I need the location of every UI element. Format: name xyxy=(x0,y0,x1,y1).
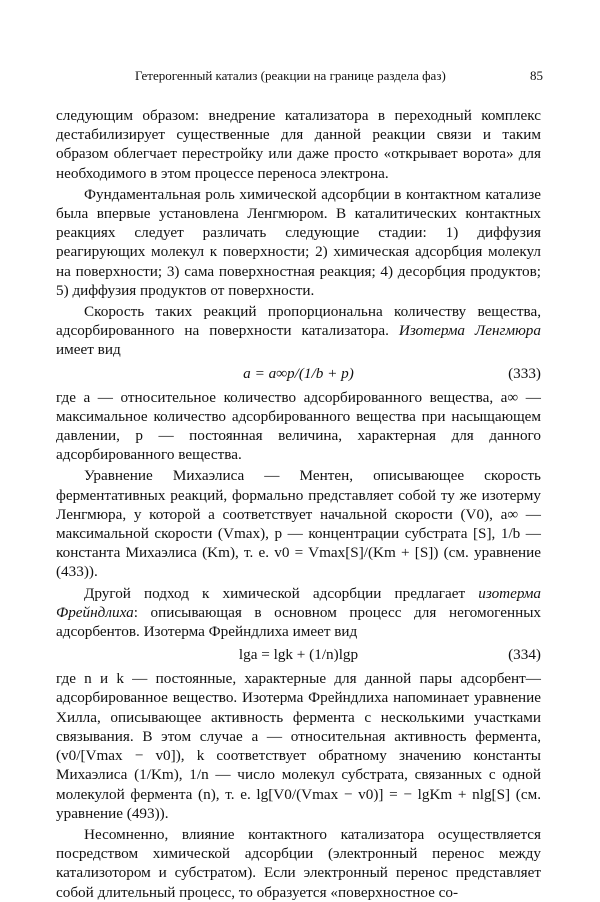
paragraph-3-text-b: имеет вид xyxy=(56,341,121,359)
paragraph-3 xyxy=(56,302,541,360)
paragraph-8: Несомненно, влияние контактного катализатора осуществляется посредством химической адсорбции (электронный перенос между катализотором и субстратом). Если электронный перенос представляет собой длительный процесс, то образуется «поверхностное со- xyxy=(56,825,541,901)
equation-333-number: (333) xyxy=(508,364,541,382)
equation-333 xyxy=(56,362,541,386)
running-title: Гетерогенный катализ (реакции на границе раздела фаз) xyxy=(135,68,446,83)
paragraph-6 xyxy=(56,584,541,642)
paragraph-4: где a — относительное количество адсорбированного вещества, a∞ — максимальное количество адсорбированного вещества при насыщающем давлении, p — постоянная величина, характерная для данного адсорбированного вещества. xyxy=(56,388,541,464)
equation-334 xyxy=(56,643,541,667)
equation-333-formula: a = a∞p/(1/b + p) xyxy=(243,364,354,382)
equation-334-formula: lga = lgk + (1/n)lgp xyxy=(238,646,359,664)
paragraph-3-text-a: Скорость таких реакций пропорциональна количеству вещества, адсорбированного на поверхности катализатора. xyxy=(56,303,541,340)
paragraph-6-text-a: Другой подход к химической адсорбции предлагает xyxy=(84,584,479,602)
paragraph-5: Уравнение Михаэлиса — Ментен, описывающее скорость ферментативных реакций, формально представляет собой ту же изотерму Ленгмюра, у которой a соответствует начальной скорости (V0), a∞ — максимальной скорости (Vmax), p — концентрации субстрата [S], 1/b — константа Михаэлиса (Km), т. е. v0 = Vmax[S]/(Km + [S]) (см. уравнение (433)). xyxy=(56,467,541,581)
paragraph-6-text-b: : описывающая в основном процесс для негомогенных адсорбентов. Изотерма Фрейндлиха имеет вид xyxy=(56,603,541,641)
page-body xyxy=(56,106,541,902)
equation-334-number: (334) xyxy=(508,646,541,664)
freundlich-isotherm-term: изотерма Фрейндлиха xyxy=(56,584,541,621)
langmuir-isotherm-term: Изотерма Ленгмюра xyxy=(398,322,541,340)
paragraph-1: следующим образом: внедрение катализатора в переходный комплекс дестабилизирует существенные для данной реакции связи и таким образом облегчает перестройку или даже просто «открывает ворота» для необходимого в этом процессе переноса электрона. xyxy=(56,107,541,182)
paragraph-7: где n и k — постоянные, характерные для данной пары адсорбент—адсорбированное вещество. Изотерма Фрейндлиха напоминает уравнение Хилла, описывающее активность фермента с несколькими участками связывания. В этом случае a — относительная активность фермента, (v0/[Vmax − v0]), k соответствует обратному значению константы Михаэлиса (1/Km), 1/n — число молекул субстрата, связанных с одной молекулой фермента (n), т. е. lg[V0/(Vmax − v0)] = − lgKm + nlg[S] (см. уравнение (493)). xyxy=(56,670,541,822)
page-number: 85 xyxy=(530,68,543,83)
paragraph-2: Фундаментальная роль химической адсорбции в контактном катализе была впервые установлена Ленгмюром. В каталитических контактных реакциях следует различать следующие стадии: 1) диффузия реагирующих молекул к поверхности; 2) химическая адсорбция молекул на поверхности; 3) сама поверхностная реакция; 4) десорбция продуктов; 5) диффузия продуктов от поверхности. xyxy=(56,185,541,299)
